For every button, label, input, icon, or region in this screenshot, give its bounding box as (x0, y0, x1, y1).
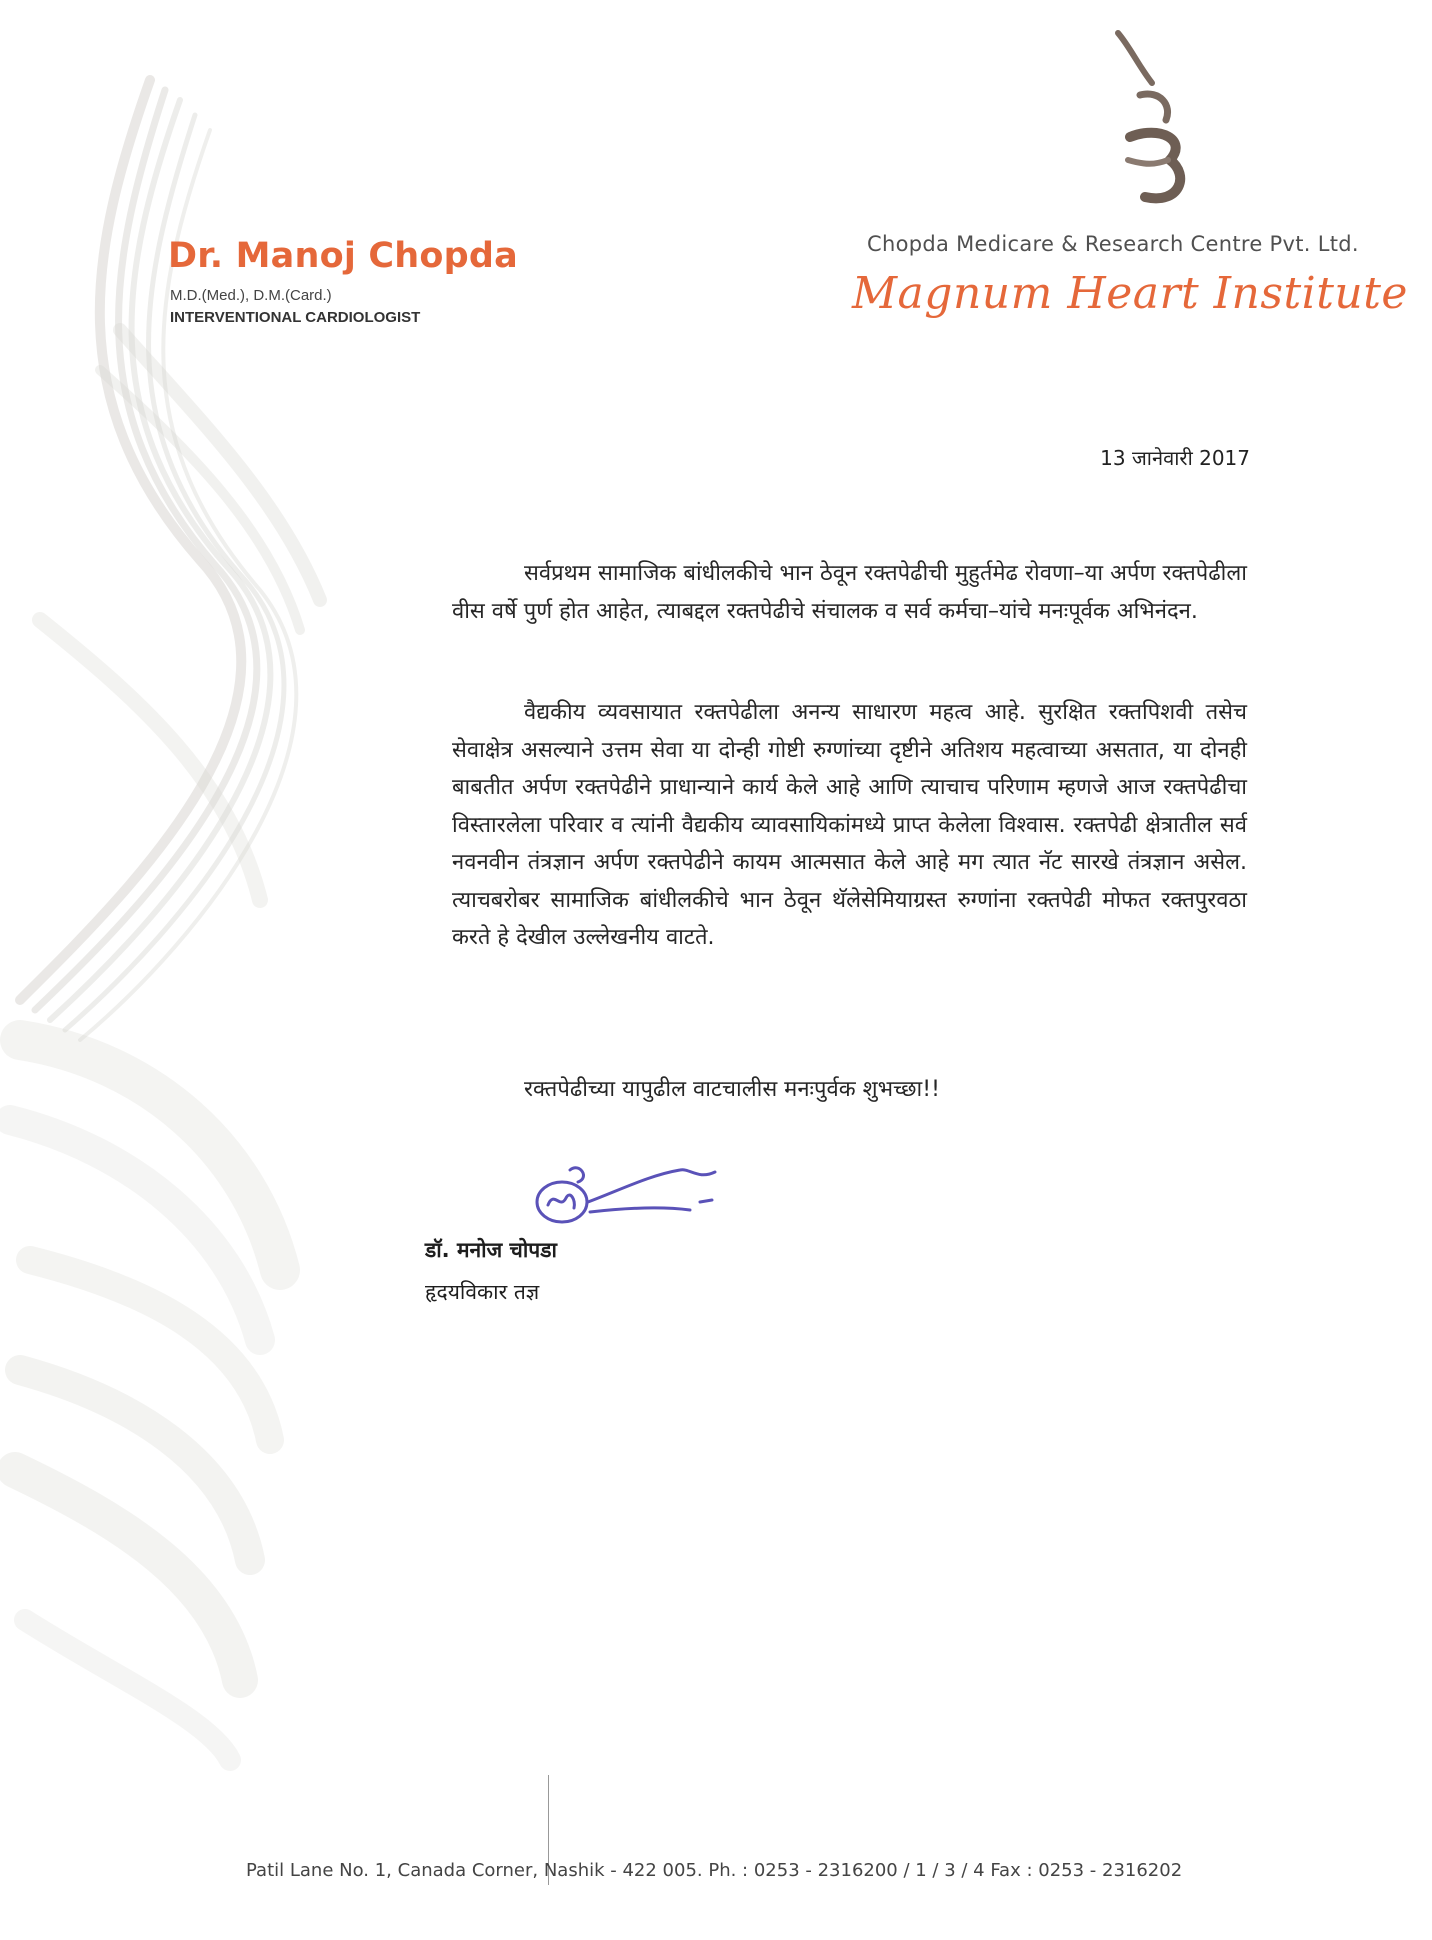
letter-paragraph-2: वैद्यकीय व्यवसायात रक्तपेढीला अनन्य साधारण महत्व आहे. सुरक्षित रक्तपिशवी तसेच सेवाक्षेत्र असल्याने उत्तम सेवा या दोन्ही गोष्टी रुग्णांच्या दृष्टीने अतिशय महत्वाच्या असतात, या दोनही बाबतीत अर्पण रक्तपेढीने प्राधान्याने कार्य केले आहे आणि त्याचाच परिणाम म्हणजे आज रक्तपेढीचा विस्तारलेला परिवार व त्यांनी वैद्यकीय व्यावसायिकांमध्ये प्राप्त केलेला विश्वास. रक्तपेढी क्षेत्रातील सर्व नवनवीन तंत्रज्ञान अर्पण रक्तपेढीने कायम आत्मसात केले आहे मग त्यात नॅट सारखे तंत्रज्ञान असेल. त्याचबरोबर सामाजिक बांधीलकीचे भान ठेवून थॅलेसेमियाग्रस्त रुग्णांना रक्तपेढी मोफत रक्तपुरवठा करते हे देखील उल्लेखनीय वाटते. (452, 700, 1247, 950)
letter-date: 13 जानेवारी 2017 (1100, 446, 1250, 470)
doctor-designation: INTERVENTIONAL CARDIOLOGIST (170, 309, 421, 326)
letter-paragraph-1: सर्वप्रथम सामाजिक बांधीलकीचे भान ठेवून रक्तपेढीची मुहुर्तमेढ रोवणा–या अर्पण रक्तपेढीला वीस वर्षे पुर्ण होत आहेत, त्याबद्दल रक्तपेढीचे संचालक व सर्व कर्मचा–यांचे मनःपूर्वक अभिनंदन. (452, 561, 1247, 624)
letter-paragraph-3: रक्तपेढीच्या यापुढील वाटचालीस मनःपुर्वक शुभच्छा!! (524, 1077, 940, 1102)
handwritten-signature (530, 1150, 730, 1240)
organization-name: Chopda Medicare & Research Centre Pvt. Ltd. (867, 232, 1359, 256)
om-symbol-icon (1090, 25, 1200, 215)
institute-name: Magnum Heart Institute (852, 268, 1408, 319)
footer-address: Patil Lane No. 1, Canada Corner, Nashik - 422 005. Ph. : 0253 - 2316200 / 1 / 3 / 4 Fax : 0253 - 2316202 (246, 1860, 1183, 1881)
doctor-name: Dr. Manoj Chopda (168, 236, 518, 276)
signatory-name: डॉ. मनोज चोपडा (425, 1238, 557, 1262)
signatory-title: हृदयविकार तज्ञ (425, 1280, 540, 1304)
doctor-qualifications: M.D.(Med.), D.M.(Card.) (170, 287, 332, 304)
